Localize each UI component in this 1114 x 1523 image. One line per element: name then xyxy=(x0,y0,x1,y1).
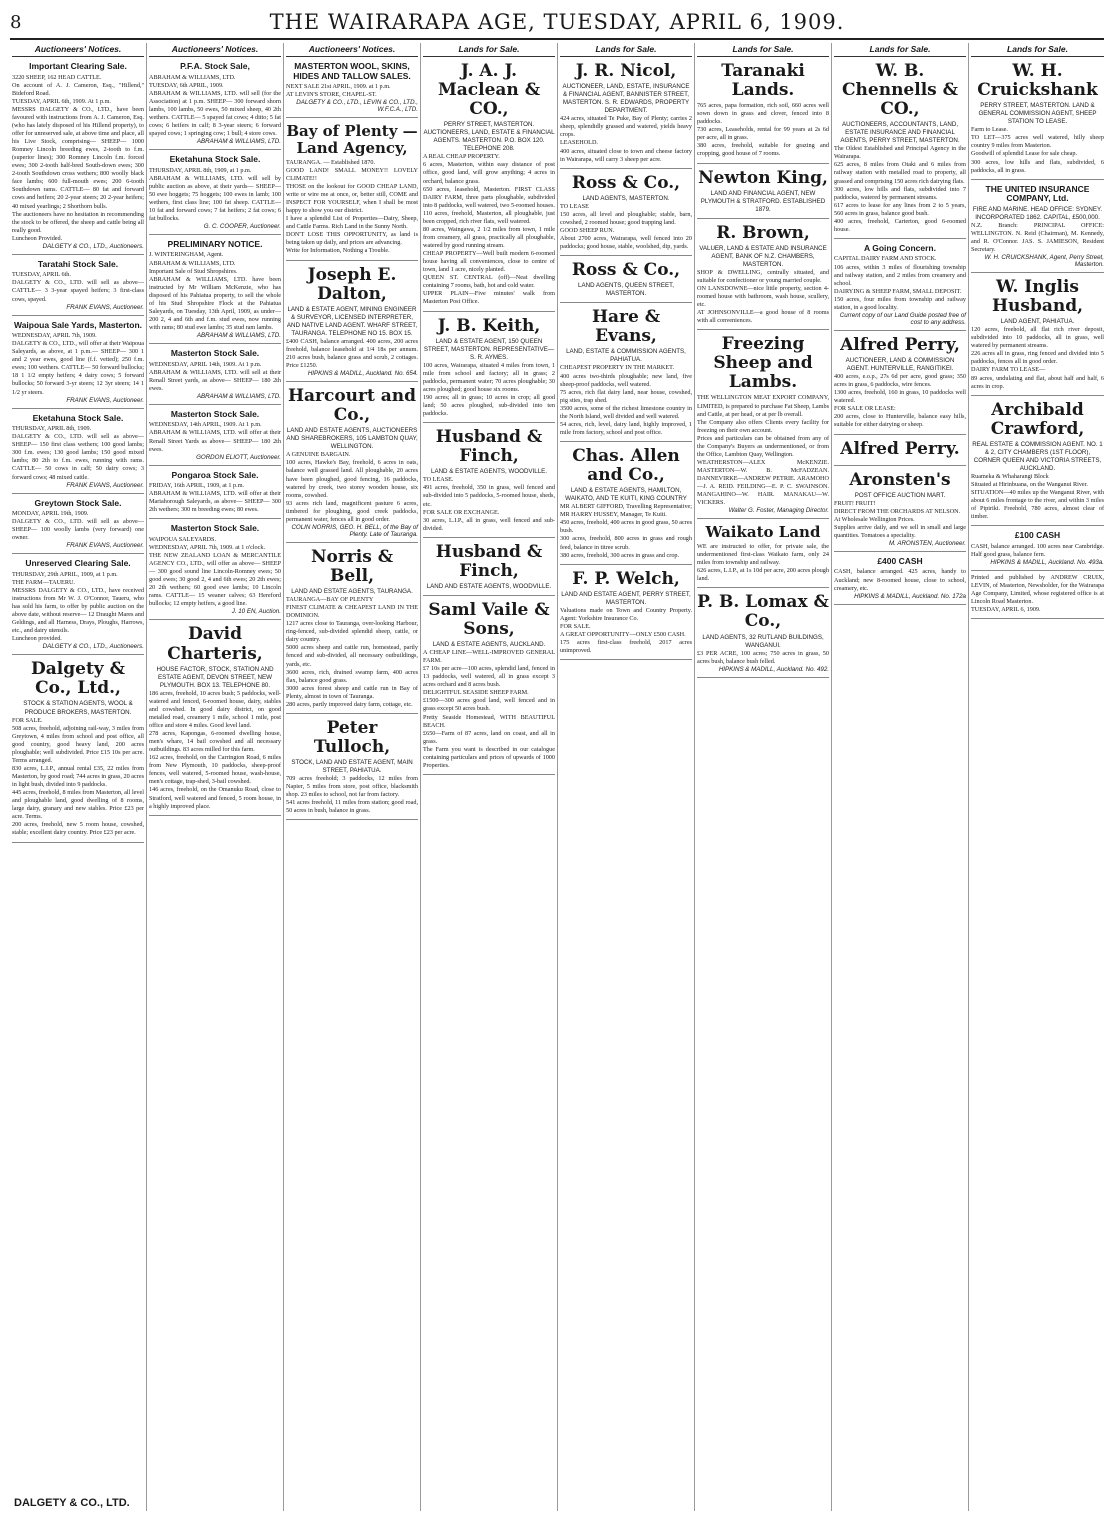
ad-subheading: LAND AGENTS, 32 RUTLAND BUILDINGS, WANGANUI. xyxy=(702,633,824,649)
ad-signature: M. ARONSTEN, Auctioneer. xyxy=(888,539,966,547)
advertisement xyxy=(697,164,829,219)
section-heading: Lands for Sale. xyxy=(834,43,966,57)
ad-heading: Waipoua Sale Yards, Masterton. xyxy=(13,319,142,330)
ad-heading: Alfred Perry. xyxy=(840,438,960,459)
ad-heading: Freezing Sheep and Lambs. xyxy=(713,334,813,393)
advertisement xyxy=(149,620,281,815)
ad-body: WEDNESDAY, APRIL 7th, 1909. DALGETY & CO., LTD., will offer at their Waipoua Saleyards, as above, at 1 p.m.— SHEEP— 300 1 and 2 year ewes, good line (f.f. vetted); 250 f.m. ewes; 100 wethers. CATTLE— 50 forward bullocks; 18 1 1/2 empty heifers; 4 dairy cows; 5 forward bullocks; 50 forward 3-yr steers; 12 3yr steers; 14 1 1/2 yr steers. xyxy=(12,332,144,396)
ad-heading: W. Inglis Husband, xyxy=(991,277,1084,317)
ad-subheading: LAND AGENTS, QUEEN STREET, MASTERTON. xyxy=(578,282,674,298)
advertisement xyxy=(286,261,418,383)
advertisement xyxy=(560,442,692,565)
ad-subheading: LAND & ESTATE AGENT, MINING ENGINEER & SURVEYOR, LICENSED INTERPRETER, AND NATIVE LAND AGENT. WHARF STREET, TAURANGA. TELEPHONE NO 15. BOX 15. xyxy=(286,305,418,337)
ad-body: TAURANGA—BAY OF PLENTY FINEST CLIMATE & CHEAPEST LAND IN THE DOMINION. 1217 acres close to Tauranga, over-looking Harbour, ring-fenced, sub-divided splendid sheep, cattle, or dairy country. 5000 acres sheep and cattle run, homestead, partly fenced and sub-divided, all necessary outbuildings, yards, etc. 3600 acres, rich, drained swamp farm, 400 acres flax, balance good grass. 3000 acres forest sheep and cattle run in Bay of Plenty, almost in town of Tauranga. 280 acres, partly improved dairy farm, cottage, etc. xyxy=(286,596,418,708)
ad-body: SHOP & DWELLING, centrally situated, and suitable for confectioner or young married couple. ON LANSDOWNE—nice little property, section 4-roomed house with bathroom, wash house, scullery, etc. AT JOHNSONVILLE—a good house of 8 rooms with all conveniences. xyxy=(697,268,829,325)
page-header xyxy=(10,10,1104,40)
ad-body: Ruameka & Whaharangi Block Situated at Hirinbuana, on the Wanganui River. SITUATION—40 miles up the Wanganui River, with about 6 miles frontage to the river, and within 3 miles of Pipiriki. Freehold, 780 acres, almost clear of timber. xyxy=(971,472,1104,521)
ad-body: Valuations made on Town and Country Property. Agent: Yorkshire Insurance Co. FOR SALE. A GREAT OPPORTUNITY—ONLY £500 CASH. 175 acres first-class freehold, 2017 acres unimproved. xyxy=(560,606,692,655)
advertisement xyxy=(149,150,281,235)
ad-heading: Taratahi Stock Sale. xyxy=(37,258,119,269)
ad-body: MR ALBERT GIFFORD, Travelling Representative; MR HARRY HUSSEY, Manager, Te Kuiti. 450 acres, freehold, 400 acres in good grass, 50 acres bush. 300 acres, freehold, 800 acres in grass and rough feed, balance in titree scrub. 380 acres, freehold, 300 acres in grass and crop. xyxy=(560,503,692,559)
ad-signature: DALGETY & CO., LTD., Auctioneers. xyxy=(42,242,144,250)
ad-heading: Newton King, xyxy=(698,167,828,188)
ad-body: 120 acres, freehold, all flat rich river deposit, subdivided into 10 paddocks, all in grass, well watered by permanent streams. 226 acres all in grass, ring fenced and divided into 5 paddocks, fences all in good order. DAIRY FARM TO LEASE— 89 acres, undulating and flat, about half and half, 6 acres in crop. xyxy=(971,326,1104,390)
ad-heading: Important Clearing Sale. xyxy=(29,61,127,71)
ad-heading: F. P. Welch, xyxy=(572,568,680,589)
column-3 xyxy=(284,43,421,1511)
ad-body: A GENUINE BARGAIN. 100 acres, Hawke's Bay, freehold, 6 acres in oats, balance well grassed land. All ploughable, 20 acres have been ploughed, good fencing, 16 paddocks, watered by creek, two storey wooden house, six rooms, cowshed. 93 acres rich land, magnificent pasture 6 acres, timbered for ploughing, good creek paddocks, permanent water, fences all in good order. xyxy=(286,451,418,523)
ad-heading: £100 CASH xyxy=(1014,530,1061,541)
ad-subheading: AUCTIONEER, LAND & COMMISSION AGENT. HUNTERVILLE, RANGITIKEI. xyxy=(845,356,955,373)
ad-heading: J. B. Keith, xyxy=(437,315,541,336)
ad-subheading: LAND AND ESTATE AGENTS, AUCTIONEERS AND SHAREBROKERS, 105 LAMBTON QUAY, WELLINGTON. xyxy=(286,427,418,451)
ad-heading: Husband & Finch, xyxy=(435,541,543,581)
ad-subheading: LAND & ESTATE AGENTS, AUCKLAND. xyxy=(432,640,546,648)
ad-signature: FRANK EVANS, Auctioneer. xyxy=(66,396,144,404)
ad-body: A CHEAP LINE—WELL-IMPROVED GENERAL FARM. £7 10s per acre—100 acres, splendid land, fenced in 13 paddocks, well watered, all in grass except 3 acres orchard and 8 acres bush. DELIGHTFUL SEASIDE SHEEP FARM. £1500—300 acres good land, well fenced and in grass except 50 acres bush. Pretty Seaside Homestead, WITH BEAUTIFUL BEACH. £650—Farm of 87 acres, land on coast, and all in grass. The Farm you want is described in our catalogue containing particulars and prices of upwards of 1000 Properties. xyxy=(423,649,555,769)
column-7 xyxy=(832,43,969,1511)
ad-body: FOR SALE. 508 acres, freehold, adjoining rail-way, 3 miles from Greytown, 4 miles from school and post office, all good country, good heavy land, 200 acres ploughable; well subdivided. Price £15 10s per acre. Terms arranged. 830 acres, L.I.P., annual rental £35, 22 miles from Masterton, by good road; 744 acres in grass, 20 acres in light bush, divided into 9 paddocks. 445 acres, freehold, 8 miles from Masterton, all level and ploughable land, good dwelling of 8 rooms, large dairy, granary and new stables. Price £23 per acre. Terms. 200 acres, freehold, new 5 room house, cowshed, stable; excellent dairy country. Price £23 per acre. xyxy=(12,716,144,837)
section-heading: Auctioneers' Notices. xyxy=(149,43,281,57)
ad-body: TUESDAY, APRIL 6th. DALGETY & CO., LTD. will sell as above— CATTLE— 3 3-year spayed heifers; 3 first-class cows, spayed. xyxy=(12,271,144,303)
advertisement xyxy=(149,57,281,150)
ad-heading: P. B. Lomax & Co., xyxy=(697,592,829,632)
ad-heading: David Charteris, xyxy=(167,624,263,664)
ad-subheading: POST OFFICE AUCTION MART. xyxy=(854,491,946,499)
ad-heading: Husband & Finch, xyxy=(435,427,543,467)
ad-body: WE are instructed to offer, for private sale, the undermentioned first-class Waikato farm, only 24 miles from township and railway. 626 acres, L.I.P., at 1s 10d per acre, 200 acres plough land. xyxy=(697,543,829,583)
advertisement xyxy=(971,180,1104,273)
advertisement xyxy=(560,565,692,661)
ad-body: WEDNESDAY, 14th APRIL, 1909. At 1 p.m. ABRAHAM & WILLIAMS, LTD. will offer at their Renall Street Yards as above— SHEEP— 180 2th ewes. xyxy=(149,421,281,453)
section-heading: Lands for Sale. xyxy=(423,43,555,57)
ad-heading: Unreserved Clearing Sale. xyxy=(25,558,131,569)
ad-subheading: PERRY STREET, MASTERTON. LAND & GENERAL COMMISSION AGENT, SHEEP STATION TO LEASE. xyxy=(978,102,1097,126)
ad-heading: Masterton Stock Sale. xyxy=(170,348,260,359)
ad-heading: Harcourt and Co., xyxy=(287,386,417,426)
advertisement xyxy=(971,396,1104,527)
advertisement xyxy=(697,330,829,519)
masthead-rule xyxy=(10,38,1104,40)
ad-body: N.Z. Branch: PRINCIPAL OFFICE: WELLINGTON. N. Reid (Chairman), M. Kennedy, and R. O'Connor. JAS. S. JAMIESON, Resident Secretary. xyxy=(971,221,1104,253)
ad-heading: Hare & Evans, xyxy=(591,307,661,347)
advertisement xyxy=(834,239,966,331)
ad-heading: J. A. J. Maclean & CO., xyxy=(437,61,541,120)
ad-body: TAURANGA. — Established 1870. GOOD LAND! SMALL MONEY!! LOVELY CLIMATE!! THOSE on the lookout for GOOD CHEAP LAND, write or wire me at once, or, better still, COME and INSPECT FOR YOURSELF, when I shall be most happy to show you our district. I have a splendid List of Properties—Dairy, Sheep, and Cattle Farms. Rich Land in the Sunny North. DON'T LOSE THIS OPPORTUNITY, as land is being taken up daily, and prices are advancing. Write for Information, Nothing a Trouble. xyxy=(286,158,418,255)
ad-body: FRIDAY, 16th APRIL, 1909, at 1 p.m. ABRAHAM & WILLIAMS, LTD. will offer at their Mariahorough Saleyards, as above— SHEEP— 300 2th wethers; 300 m breeding ewes; 80 ewes. xyxy=(149,482,281,514)
ad-signature: DALGETY & CO., LTD., Auctioneers. xyxy=(42,643,144,651)
ad-signature: ABRAHAM & WILLIAMS, LTD. xyxy=(196,138,281,146)
ad-signature: G. C. COOPER, Auctioneer. xyxy=(203,222,281,230)
ad-body: A REAL CHEAP PROPERTY. 6 acres, Masterton, within easy distance of post office, good land, will grow anything; 4 acres in orchard, balance grass. 650 acres, leasehold, Masterton. FIRST CLASS DAIRY FARM, three parts ploughable, subdivided into 8 paddocks, well watered, two 5-roomed houses. 110 acres, freehold, Masterton, all ploughable, just been cropped, rich river flats, well watered. 80 acres, Waingawa, 2 1/2 miles from town, 1 mile from creamery, all grass, practically all ploughable, watered by good running stream. CHEAP PROPERTY—Well built modern 6-roomed house having all conveniences, close to centre of town, land 1 acre, nicely planted. QUEEN ST. CENTRAL (off)—Neat dwelling containing 7 rooms, bath, hot and cold water. UPPER PLAIN—Five minutes' walk from Masterton Post Office. xyxy=(423,153,555,306)
ad-body: CASH, balance arranged. 425 acres, handy to Auckland; new 8-roomed house, close to school, creamery, etc. xyxy=(834,568,966,592)
column-6 xyxy=(695,43,832,1511)
ad-signature: GORDON ELIOTT, Auctioneer. xyxy=(196,453,281,461)
advertisement xyxy=(560,169,692,256)
ad-signature: ABRAHAM & WILLIAMS, LTD. xyxy=(196,392,281,400)
ad-subheading: REAL ESTATE & COMMISSION AGENT. NO. 1 & 2, CITY CHAMBERS (1ST FLOOR), CORNER QUEEN AND VICTORIA STREETS, AUCKLAND. xyxy=(972,440,1103,472)
ad-heading: Pongaroa Stock Sale. xyxy=(171,469,259,480)
ad-heading: A Going Concern. xyxy=(864,242,936,253)
ad-heading: Alfred Perry, xyxy=(840,334,960,355)
ad-body: 765 acres, papa formation, rich soil, 660 acres well sown down in grass and clover, fenced into 8 paddocks. 730 acres, Leaseholds, rental for 99 years at 2s 6d per acre, all in grass. 380 acres, freehold, suitable for grazing and cropping, good house of 7 rooms. xyxy=(697,102,829,158)
ad-subheading: AUCTIONEER, LAND, ESTATE, INSURANCE & FINANCIAL AGENT, BANNISTER STREET, MASTERTON. S. R. EDWARDS, PROPERTY DEPARTMENT. xyxy=(562,83,690,115)
ad-heading: Dalgety & Co., Ltd., xyxy=(31,659,125,699)
ad-signature: FRANK EVANS, Auctioneer. xyxy=(66,481,144,489)
ad-body: £3 PER ACRE, 100 acres; 750 acres in grass, 50 acres bush, balance bush felled. xyxy=(697,649,829,665)
page-footer: DALGETY & CO., LTD. xyxy=(14,1497,130,1509)
ad-signature: HIPKINS & MADILL, Auckland. No. 493a. xyxy=(990,558,1104,566)
ad-signature: HIPKINS & MADILL, Auckland. No. 172a xyxy=(854,592,966,600)
advertisement xyxy=(560,256,692,303)
ad-subheading: LAND AND ESTATE AGENTS, TAURANGA. xyxy=(291,587,413,595)
advertisement xyxy=(834,57,966,239)
ad-heading: W. H. Cruickshank xyxy=(977,61,1098,101)
ad-subheading: LAND, ESTATE & COMMISSION AGENTS, PAHIATUA. xyxy=(566,348,686,364)
ad-subheading: LAND & ESTATE AGENTS, WOODVILLE. xyxy=(431,468,547,476)
ad-heading: Peter Tulloch, xyxy=(313,717,391,757)
column-1 xyxy=(10,43,147,1511)
ad-signature: ABRAHAM & WILLIAMS, LTD. xyxy=(196,332,281,340)
advertisement xyxy=(12,554,144,655)
advertisement xyxy=(834,435,966,466)
ad-signature: W. H. CRUICKSHANK, Agent, Perry Street, Masterton. xyxy=(984,254,1104,269)
ad-heading: Greytown Stock Sale. xyxy=(34,497,122,508)
section-heading: Lands for Sale. xyxy=(560,43,692,57)
ad-heading: Waikato Land xyxy=(705,523,821,542)
ad-heading: MASTERTON WOOL, SKINS, HIDES AND TALLOW SALES. xyxy=(293,61,411,81)
advertisement xyxy=(697,57,829,164)
ad-subheading: HOUSE FACTOR, STOCK, STATION AND ESTATE AGENT, DEVON STREET, NEW PLYMOUTH. BOX 13. TELEPHONE 80. xyxy=(156,665,274,689)
advertisement xyxy=(560,57,692,169)
advertisement xyxy=(149,235,281,344)
ad-body: £400 CASH, balance arranged. 400 acres, 200 acres freehold, balance leasehold at 1/4 18s per annum. 210 acres bush, balance grass and scrub, 2 cottages. Price £1250. xyxy=(286,337,418,369)
advertisement xyxy=(834,552,966,605)
ad-signature: DALGETY & CO., LTD., LEVIN & CO., LTD., W.F.C.A., LTD. xyxy=(296,99,418,114)
advertisement xyxy=(149,405,281,466)
advertisement xyxy=(971,273,1104,396)
ad-heading: Taranaki Lands. xyxy=(721,61,805,101)
ad-subheading: STOCK & STATION AGENTS, WOOL & PRODUCE BROKERS, MASTERTON. xyxy=(23,700,133,716)
column-8 xyxy=(969,43,1106,1511)
ad-body: WEDNESDAY, APRIL 14th, 1909. At 1 p.m. ABRAHAM & WILLIAMS, LTD. will sell at their Renall Street yards, as above— SHEEP— 180 2th ewes. xyxy=(149,360,281,392)
ad-body: TO LEASE 150 acres, all level and ploughable; stable, barn, cowshed, 2 roomed house; good trapping land. GOOD SHEEP RUN. About 2700 acres, Wairarapa, well fenced into 20 paddocks; good house, stable, woolshed, dip, yards. xyxy=(560,202,692,251)
ad-body: THURSDAY, APRIL 8th, 1909, at 1 p.m. ABRAHAM & WILLIAMS, LTD. will sell by public auction as above, at their yards— SHEEP— 50 ewe hoggets; 75 hoggets; 100 ewes in lamb; 100 wethers, first class line; 100 fat sheep. CATTLE— 10 fat and forward cows; 7 fat heifers; 2 fat cows; 6 fat bullocks. xyxy=(149,166,281,222)
ad-signature: J. 10 EN, Auction. xyxy=(231,608,281,616)
ad-heading: W. B. Chennells & CO., xyxy=(842,61,958,120)
ad-body: CASH, balance arranged. 100 acres near Cambridge. Half good grass, balance fern. xyxy=(971,542,1104,558)
advertisement xyxy=(12,409,144,494)
ad-heading: Bay of Plenty — Land Agency, xyxy=(286,122,418,157)
advertisement xyxy=(560,303,692,442)
ad-body: THURSDAY, APRIL 8th, 1909. DALGETY & CO., LTD. will sell as above— SHEEP— 150 first class wethers; 100 good lambs; 300 f.m. ewes; 130 good lambs; 150 good mixed lambs; 80 2th to f.m. ewes, running with rams. CATTLE— 50 cows in calf; 50 dairy cows; 3 forward cows; 48 mixed cattle. xyxy=(12,425,144,481)
ad-subheading: FIRE AND MARINE. HEAD OFFICE: SYDNEY. INCORPORATED 1862. CAPITAL, £500,000. xyxy=(972,205,1103,221)
ad-heading: THE UNITED INSURANCE COMPANY, Ltd. xyxy=(985,183,1090,204)
ad-heading: £400 CASH xyxy=(877,555,923,566)
ad-body: CHEAPEST PROPERTY IN THE MARKET. 400 acres two-thirds ploughable; new land, five sheep-proof paddocks, well watered. 75 acres, rich flat dairy land, near house, cowshed, pig sties, trap shed. 3500 acres, some of the richest limestone country in the North Island, well divided and well watered. 54 acres, rich, level, dairy land, highly improved, 1 mile from factory, school and post office. xyxy=(560,364,692,436)
section-heading: Lands for Sale. xyxy=(697,43,829,57)
advertisement xyxy=(149,519,281,620)
advertisement xyxy=(423,312,555,424)
ad-body: FRUIT! FRUIT! DIRECT FROM THE ORCHARDS AT NELSON. At Wholesale Wellington Prices. Supplies arrive daily, and we sell in small and large quantities. Tomatoes a speciality. xyxy=(834,499,966,539)
ad-subheading: LAND AND FINANCIAL AGENT, NEW PLYMOUTH & STRATFORD. ESTABLISHED 1879. xyxy=(700,189,826,213)
ad-subheading: AUCTIONEERS, ACCOUNTANTS, LAND, ESTATE INSURANCE AND FINANCIAL AGENTS, PERRY STREET, MASTERTON. xyxy=(840,121,960,145)
ad-subheading: PERRY STREET, MASTERTON. AUCTIONEERS, LAND, ESTATE & FINANCIAL AGENTS. MASTERTON. P.O. BOX 120. TELEPHONE 208. xyxy=(423,121,555,153)
column-5 xyxy=(558,43,695,1511)
advertisement xyxy=(12,494,144,555)
advertisement xyxy=(423,538,555,596)
ad-subheading: LAND & ESTATE AGENT, 150 QUEEN STREET, MASTERTON. REPRESENTATIVE—S. R. AYMES. xyxy=(423,337,555,361)
ad-heading: P.F.A. Stock Sale, xyxy=(180,61,250,71)
ad-body: TO LEASE. 491 acres, freehold, 350 in grass, well fenced and sub-divided into 5 paddocks, 5-roomed house, sheds, etc. FOR SALE OR EXCHANGE. 30 acres, L.I.P., all in grass, well fenced and sub-divided. xyxy=(423,476,555,532)
advertisement xyxy=(12,57,144,255)
advertisement xyxy=(423,596,555,775)
ad-signature: Walter G. Foster, Managing Director. xyxy=(728,507,829,515)
ad-heading: R. Brown, xyxy=(716,222,810,243)
ad-body: J. WINTERINGHAM, Agent. ABRAHAM & WILLIAMS, LTD. Important Sale of Stud Shropshires. ABRAHAM & WILLIAMS, LTD. have been instructed by Mr William McKenzie, who has disposed of his Pahiatua property, to sell the whole of his Stud Shropshire Flock at the Pahiatua Saleyards, on Tuesday, 13th April, 1909, as under— 200 2, 4 and 6th and f.m. stud ewes, now running with rams; 80 stud ewe lambs; 35 stud ram lambs. xyxy=(149,251,281,332)
advertisement xyxy=(971,57,1104,180)
advertisement xyxy=(697,219,829,331)
ad-body: 424 acres, situated Te Puke, Bay of Plenty; carries 2 sheep, splendidly grassed and watered, yields heavy crops. LEASEHOLD. 400 acres, situated close to town and cheese factory in Wairarapa, will carry 3 sheep per acre. xyxy=(560,115,692,163)
masthead: THE WAIRARAPA AGE, TUESDAY, APRIL 6, 1909. xyxy=(269,10,845,34)
ad-body: Farm to Lease. TO LET—375 acres well watered, hilly sheep country 9 miles from Masterton. Goodwill of splendid Lease for sale cheap. 300 acres, low hills and flats, subdivided, 6 paddocks, all in grass. xyxy=(971,126,1104,174)
ad-heading: Eketahuna Stock Sale. xyxy=(169,154,261,165)
ad-heading: Eketahuna Stock Sale. xyxy=(32,412,124,423)
ad-subheading: LAND AND ESTATE AGENTS, WOODVILLE. xyxy=(426,582,552,590)
ad-body: NEXT SALE 21st APRIL, 1909. at 1 p.m. AT LEVIN'S STORE, CHAPEL-ST. xyxy=(286,83,391,99)
advertisement xyxy=(286,118,418,260)
ad-heading: Chas. Allen and Co., xyxy=(572,446,680,486)
ad-signature: HIPKINS & MADILL, Auckland. No. 654. xyxy=(307,370,418,378)
ad-signature: COLIN NORRIS, GEO. H. BELL, of the Bay of Plenty. Late of Tauranga. xyxy=(291,523,418,538)
advertisement xyxy=(286,714,418,821)
ad-body: 3220 SHEEP, 162 HEAD CATTLE. On account of A. J. Cameron, Esq., "Hillend," Bideford Road. TUESDAY, APRIL 6th, 1909. At 1 p.m. MESSRS DALGETY & CO., LTD., have been favoured with instructions from A. J. Cameron, Esq. (who has lately disposed of his Hillend property), to offer for unreserved sale, at above time and place, all his Live Stock, comprising— SHEEP— 1000 Romney Lincoln breeding ewes, 2-tooth to f.m. (superior lines); 300 Romney Lincoln f.m. forced ewes; 300 2-tooth half-bred South-down ewes; 300 2-tooth Southdown cross wethers; 800 woolly black face lambs; 600 full-mouth ewes; 200 6-tooth Southdown rams. CATTLE— 80 fat and forward cows and heifers; 20 2-year steers; 20 2-year heifers; 40 mixed yearlings; 2 Shorthorn bulls. The auctioneers have no hesitation in recommending the stock to be offered, the sheep and cattle being all really good. Luncheon Provided. xyxy=(12,73,144,242)
ad-signature: HIPKINS & MADILL, Auckland. No. 492. xyxy=(718,665,829,673)
advertisement xyxy=(286,57,418,118)
ad-heading: J. R. Nicol, xyxy=(575,61,677,81)
ad-body: Printed and published by ANDREW CRUIX, LEVIN, of Masterton, Newsholder, for the Wairarapa Age Company, Limited, whose registered office is at Lincoln Road Masterton. TUESDAY, APRIL 6, 1909. xyxy=(971,573,1104,614)
advertisement xyxy=(12,655,144,842)
advertisement xyxy=(697,588,829,677)
ad-subheading: LAND AND ESTATE AGENT, PERRY STREET, MASTERTON. xyxy=(561,590,691,606)
column-2 xyxy=(147,43,284,1511)
advertisement xyxy=(12,316,144,409)
advertisement xyxy=(149,344,281,405)
ad-body: The Oldest Established and Principal Agency in the Wairarapa. 625 acres, 8 miles from Otaki and 6 miles from railway station with metalled road to property, all grassed and comprising 150 acres rich dairying flats. 300 acres, low hills and flats, subdivided into 7 paddocks, watered by permanent streams. 617 acres to lease for any lines from 2 to 5 years, 560 acres in grass, balance good bush. 400 acres, freehold, Carterton, good 6-roomed house. xyxy=(834,145,966,233)
advertisement xyxy=(834,466,966,552)
ad-heading: Norris & Bell, xyxy=(310,546,394,586)
ad-body: THURSDAY, 29th APRIL, 1909, at 1 p.m. THE FARM—TAUERU. MESSRS DALGETY & CO., LTD., have received instructions from Mr W. J. O'Connor, Taueru, who has sold his farm, to offer by public auction on the above date, without reserve— 12 Draught Mares and Geldings, and all Harness, Drays, Ploughs, Harrows, etc., and dairy utensils. Luncheon provided. xyxy=(12,570,144,643)
advertisement xyxy=(286,382,418,543)
ad-heading: Masterton Stock Sale. xyxy=(170,408,260,419)
ad-body: 186 acres, freehold, 10 acres bush; 5 paddocks, well-watered and fenced, 6-roomed house, dairy, stables and cowshed. In good dairy district, on good metalled road, creamery 1 mile, school 1 mile, post office and store 4 miles. Good level land. 278 acres, Kapongas, 6-roomed dwelling house, men's whare, 14 bail cowshed and all necessary outbuildings. 83 acres milled for this farm. 162 acres, freehold, on the Carrington Road, 6 miles from New Plymouth, 10 paddocks, sheep-proof fences, well watered, 5-roomed house, wash-house, men's cottage, trap-shed, 3-bail cowshed. 146 acres, freehold, on the Omanuku Road, close to Stratford, well watered and fenced, 5 room house, in a highly improved place. xyxy=(149,689,281,810)
column-4 xyxy=(421,43,558,1511)
advertisement xyxy=(834,331,966,435)
advertisement xyxy=(971,571,1104,619)
section-heading: Auctioneers' Notices. xyxy=(286,43,418,57)
ad-body: WAIPOUA SALEYARDS. WEDNESDAY, APRIL 7th, 1909. at 1 o'clock. THE NEW ZEALAND LOAN & MERCANTILE AGENCY CO., LTD., will offer as above— SHEEP— 300 good sound line Lincoln-Romney ewes; 50 good ewes; 30 good 2, 4 and 6th ewes; 20 2th ewes; 20 2th wethers; 60 good ewe lambs; 10 Lincoln rams. CATTLE— 15 weaner calves; 63 Hereford bullocks; 12 empty heifers, a good line. xyxy=(149,535,281,608)
ad-heading: Saml Vaile & Sons, xyxy=(428,599,550,639)
ad-heading: Archibald Crawford, xyxy=(990,399,1085,439)
ad-body: 709 acres freehold; 3 paddocks, 12 miles from Napier, 5 miles from store, post office, blacksmith shop. 23 miles to school, not far from factory. 541 acres freehold, 11 miles from station; good road, 50 acres in bush, balance in grass. xyxy=(286,775,418,815)
ad-heading: Masterton Stock Sale. xyxy=(170,523,260,534)
ad-heading: Ross & Co., xyxy=(571,260,681,281)
ad-signature: FRANK EVANS, Auctioneer. xyxy=(66,303,144,311)
ad-heading: Joseph E. Dalton, xyxy=(307,264,397,304)
advertisement xyxy=(423,423,555,538)
advertisement xyxy=(286,543,418,714)
ad-body: CAPITAL DAIRY FARM AND STOCK. 106 acres, within 3 miles of flourishing township and railway station, and 2 miles from creamery and school. DAIRYING & SHEEP FARM, SMALL DEPOSIT. 150 acres, four miles from township and railway station, in a good locality. xyxy=(834,255,966,311)
newspaper-columns xyxy=(10,43,1106,1511)
section-heading: Lands for Sale. xyxy=(971,43,1104,57)
ad-signature: FRANK EVANS, Auctioneer. xyxy=(66,542,144,550)
ad-body: THE WELLINGTON MEAT EXPORT COMPANY, LIMITED, is prepared to purchase Fat Sheep, Lambs and Cattle, at per head, or at per lb overall. The Company also offers Clients every facility for freezing on their own account. Prices and particulars can be obtained from any of the Company's Buyers as undermentioned, or from the Office, Lambton Quay, Wellington. WEATHERSTON—ALEX McKENZIE. MASTERTON—W. B. McFADZEAN. DANNEVIRKE—ANDREW PETRIE. ARAMOHO—J. A. REID. FEILDING—E. P. C. SWAINSON. MANGAHINO—W. HAIR. MANAKAU—W. VICKERS. xyxy=(697,394,829,507)
ad-body: 400 acres, e.o.p., 27s 6d per acre, good grass; 350 acres in grass, 6 paddocks, wire fences. 1300 acres, freehold, 160 in grass, 10 paddocks well watered. FOR SALE OR LEASE: 200 acres, close to Hunterville, balance easy hills, suitable for either dairying or sheep. xyxy=(834,373,966,429)
ad-body: MONDAY, APRIL 19th, 1909. DALGETY & CO., LTD. will sell as above— SHEEP— 100 woolly lambs (very forward) one owner. xyxy=(12,510,144,542)
advertisement xyxy=(971,526,1104,571)
ad-body: ABRAHAM & WILLIAMS, LTD. TUESDAY, 6th APRIL, 1909. ABRAHAM & WILLIAMS, LTD. will sell (for the Association) at 1 p.m. SHEEP— 300 forward shorn lambs, 100 lambs, 50 ewes, 50 mixed sheep, 40 2th wethers. CATTLE— 5 spayed fat cows; 4 ditto; 5 fat cows; 6 heifers in calf; 8 3-year steers; 6 forward spayed cows; 1 springing cow; 1 bull; 4 store cows. xyxy=(149,73,281,137)
ad-subheading: LAND AGENT, PAHIATUA. xyxy=(1000,318,1075,326)
advertisement xyxy=(12,255,144,316)
ad-heading: PRELIMINARY NOTICE. xyxy=(167,238,263,249)
ad-subheading: LAND AGENTS, MASTERTON. xyxy=(582,194,670,202)
advertisement xyxy=(149,466,281,520)
ad-subheading: STOCK, LAND AND ESTATE AGENT, MAIN STREET, PAHIATUA. xyxy=(291,758,413,774)
ad-subheading: LAND & ESTATE AGENTS, HAMILTON, WAIKATO, AND TE KUITI, KING COUNTRY xyxy=(565,487,687,503)
section-heading: Auctioneers' Notices. xyxy=(12,43,144,57)
ad-subheading: VALUER, LAND & ESTATE AND INSURANCE AGENT, BANK OF N.Z. CHAMBERS, MASTERTON. xyxy=(699,244,827,268)
ad-body: 100 acres, Wairarapa, situated 4 miles from town, 1 mile from school and factory; all in grass; 2 paddocks, permanent water; 70 acres ploughable; 30 acres ploughed; good house six rooms. 190 acres; all in grass; 10 acres in crop; all good land; 50 acres ploughed, sub-divided into ten paddocks. xyxy=(423,361,555,418)
advertisement xyxy=(423,57,555,312)
ad-heading: Ross & Co., xyxy=(571,172,681,193)
advertisement xyxy=(697,519,829,588)
ad-heading: Aronsten's xyxy=(849,469,951,490)
ad-signature: Current copy of our Land Guide posted free of cost to any address. xyxy=(839,311,966,326)
page-number: 8 xyxy=(10,12,22,33)
